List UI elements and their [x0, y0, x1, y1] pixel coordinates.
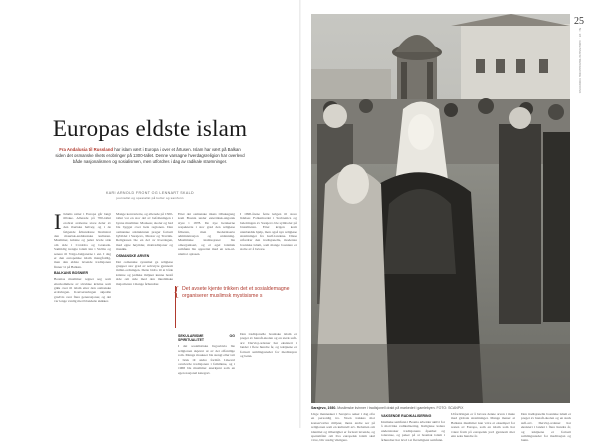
subhead: BALKANS BOSNIER [54, 271, 89, 276]
folio-label: Nr. 18 · GRENSESPRENGENDE NORDISK [578, 28, 582, 94]
paragraph: Unge mennesker i Sarajevo søker i dag ofte en personlig tro. Noen trekkes mot konservative miljøer, mens andre ser på religionen som en kulturell arv. Debatten om identitet og tilhørighet er fortsatt levende, og spørsmålet om hva europeisk islam skal være, blir stadig viktigere. [311, 412, 375, 443]
text-column-8 [521, 412, 571, 443]
text-column-5 [311, 412, 375, 443]
deck-text: har islam vært i Europa i over et årtusen. Islam har vært på Balkan siden det osmanske rikets erobringer på 1300-tallet. Denne varsagne hverdagsreligion har overlevd både nasjonalismen og sosialismen, men utfordres i dag av radikale strømninger. [55, 147, 245, 165]
subhead: VAKSENDE RADIKALISERING [381, 414, 432, 418]
caption-text: Muslimske kvinner i tradisjonell drakt på markedet i gamlebyen. FOTO: SCANPIX [337, 406, 464, 410]
paragraph: I det sosialistiske Jugoslavia ble religionen skjøvet ut av det offentlige rom. Mange moskeer ble stengt eller tatt i bruk til andre formål. Likevel overlevde tradisjonen i familiene, og i 1968 ble muslimer anerkjent som en egen nasjonal kategori. [178, 344, 235, 375]
paragraph: Islams røtter i Europa går langt tilbake. Allerede på 700-tallet erobret araberne store deler av den iberiske halvøy, og i de følgende århundrene blomstret den maurisk-andalusiske kulturen. Muslimer, kristne og jøder levde side om side i Córdoba og Granada. Samtidig trengte islam inn i Sicilia og senere til Volga-bulgarerne i øst. I dag er den europeiske islam mangfoldig, men den eldste levende tradisjonen finner vi på Balkan. [54, 212, 111, 269]
page-gutter [299, 0, 301, 428]
text-column-3-lower [178, 332, 235, 400]
paragraph: Den tradisjonelle bosniske islam er preget av hanafi-skolen og en sterk sufi-arv. Dervisj-ordener har eksistert i landet i flere hundre år, og tekijaene er fortsatt samlingssteder for meditasjon og bønn. [521, 412, 571, 443]
paragraph: I 1990-årene førte krigen til store lidelser. Folkemordet i Srebrenica og beleiringen av Sarajevo ble symboler på brutaliteten. Etter krigen kom utenlandsk hjelp, men også nye religiøse strømninger fra Gulf-landene. Disse utfordrer den tradisjonelle, moderate bosniske islam, som mange bosniere er stolte av å bevare. [240, 212, 297, 252]
paragraph: Utfordringen er å bevare denne arven i møte med globale strømninger. Mange mener at Balkans muslimer kan være et eksempel for resten av Europa, som en islam som har vokst fram på europeisk jord gjennom mer enn seks hundre år. [451, 412, 515, 439]
paragraph: Mange konverterte, og allerede på 1500-tallet var en stor del av befolkningen i byene muslimer. Moskeer, skoler og bad ble bygget over hele regionen. Den osmanske arkitekturen preger fortsatt bybildet i Sarajevo, Mostar og Travnik. Religionen ble en del av hverdagen, med egne høytider, mattradisjoner og musikk. [116, 212, 173, 252]
paragraph: Den tradisjonelle bosniske islam er preget av hanafi-skolen og en sterk sufi-arv. Dervisj-ordener har eksistert i landet i flere hundre år, og tekijaene er fortsatt samlingssteder for meditasjon og bønn. [240, 332, 297, 359]
text-column-4-lower [240, 332, 297, 400]
text-column-2 [116, 212, 173, 400]
caption-bold: Sarajevo, 1930. [311, 406, 337, 410]
article-deck [54, 147, 246, 166]
text-column-6 [381, 412, 445, 442]
article-headline: Europas eldste islam [52, 116, 248, 141]
pull-quote-text: Det avsete kjente trikken det et sosialdemagne organiserer muslimsk mystisisme s [182, 286, 290, 300]
byline-role: journalist og spesialist på kultur og samfunn [116, 196, 184, 200]
text-column-3 [178, 212, 235, 282]
text-column-1 [54, 209, 111, 400]
paragraph: Bosnias muslimer regner seg som etterkommere av slaviske kristne som gikk over til islam etter den osmanske erobringen. Konverteringen skjedde gradvis over flere generasjoner, og det var lenge vanlig med blandede skikker. [54, 277, 111, 304]
photo-caption [311, 406, 571, 410]
byline-names: KARI ARNOLD FRONT OG LENNART SKALD [105, 191, 195, 195]
article-byline [60, 191, 240, 200]
text-column-4 [240, 212, 297, 282]
article-photo [311, 14, 570, 403]
paragraph: Islamske samfunn i Bosnia arbeider aktivt for å motvirke radikalisering. Religiøse ledere understreker tradisjonens åpenhet og toleranse, og peker på at bosnisk islam i århundrer har levd i et flerreligiøst samfunn. [381, 419, 445, 442]
vertical-folio [578, 28, 586, 98]
subhead: SEKULARISME OG SPIRITUALITET [178, 334, 235, 343]
subhead: OSMANSKE ARVEN [116, 253, 150, 258]
paragraph: Det osmanske systemet ga religiøse grupper stor grad av selvstyre gjennom millet-ordningen. Dette bidro til at både kristne og jødiske miljøer kunne bestå side om side med den muslimske majoriteten i mange århundrer. [116, 259, 173, 286]
pull-quote [175, 286, 295, 328]
drop-cap: I [54, 209, 62, 234]
deck-kicker: Fra Andalusia til Russland [59, 147, 114, 152]
page-number: 25 [574, 16, 584, 27]
photo-image [311, 14, 570, 403]
quote-bracket-icon: { [173, 285, 180, 300]
paragraph: Etter det osmanske rikets tilbakegang kom Bosnia under østerriksk-ungarsk styre i 1878. De nye herskerne respekterte i stor grad den religiøse friheten, men moderniserte administrasjon og utdanning. Muslimske institusjoner ble omorganisert, og et eget islamsk samfunn ble opprettet med en reis-ul-ulema i spissen. [178, 212, 235, 256]
text-column-7 [451, 412, 515, 439]
